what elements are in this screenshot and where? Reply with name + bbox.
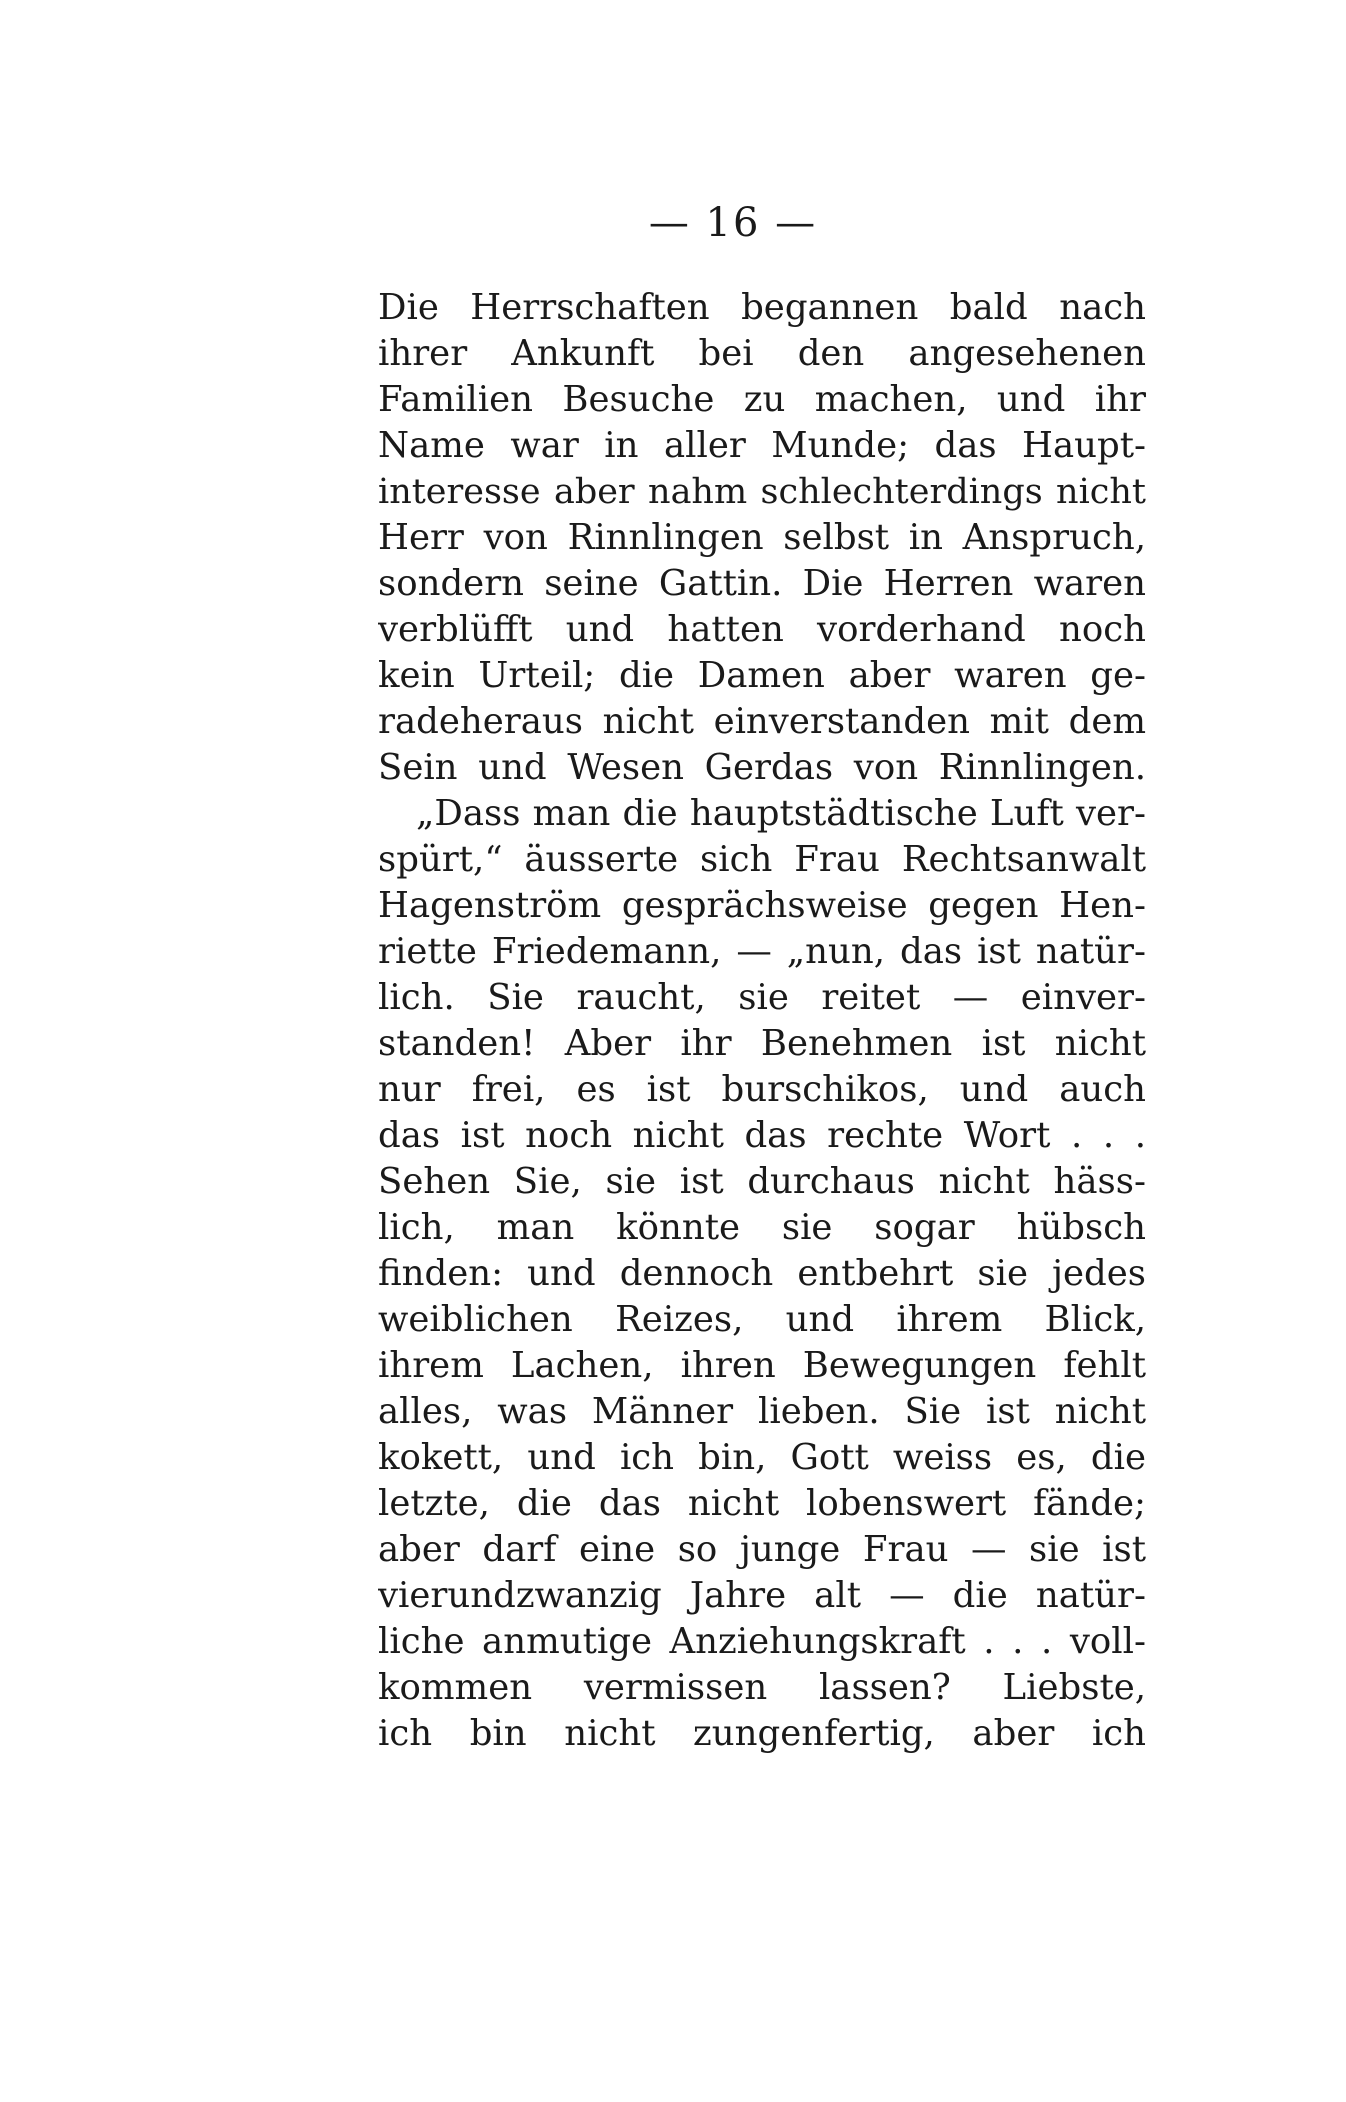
text-line: letzte, die das nicht lobenswert fände; — [378, 1483, 1146, 1524]
text-line: vierundzwanzig Jahre alt — die natür- — [378, 1575, 1146, 1616]
text-line: weiblichen Reizes, und ihrem Blick, — [378, 1299, 1146, 1340]
text-line: ihrer Ankunft bei den angesehenen — [378, 333, 1146, 374]
text-line: verblüfft und hatten vorderhand noch — [378, 609, 1146, 650]
text-line: Sein und Wesen Gerdas von Rinnlingen. — [378, 747, 1146, 788]
text-line: radeheraus nicht einverstanden mit dem — [378, 701, 1146, 742]
text-line: ihrem Lachen, ihren Bewegungen fehlt — [378, 1345, 1146, 1386]
text-line: Sehen Sie, sie ist durchaus nicht häss- — [378, 1161, 1146, 1202]
text-line: liche anmutige Anziehungskraft . . . voll- — [378, 1621, 1146, 1662]
text-line: lich, man könnte sie sogar hübsch — [378, 1207, 1146, 1248]
text-line: das ist noch nicht das rechte Wort . . . — [378, 1115, 1146, 1156]
text-line: Familien Besuche zu machen, und ihr — [378, 379, 1146, 420]
text-line: nur frei, es ist burschikos, und auch — [378, 1069, 1146, 1110]
text-line: standen! Aber ihr Benehmen ist nicht — [378, 1023, 1146, 1064]
text-line: kommen vermissen lassen? Liebste, — [378, 1667, 1146, 1708]
text-line: Die Herrschaften begannen bald nach — [378, 287, 1146, 328]
text-line: spürt,“ äusserte sich Frau Rechtsanwalt — [378, 839, 1146, 880]
text-line: Hagenström gesprächsweise gegen Hen- — [378, 885, 1146, 926]
text-line: sondern seine Gattin. Die Herren waren — [378, 563, 1146, 604]
text-line: ich bin nicht zungenfertig, aber ich — [378, 1713, 1146, 1754]
text-line: finden: und dennoch entbehrt sie jedes — [378, 1253, 1146, 1294]
text-line: „Dass man die hauptstädtische Luft ver- — [416, 793, 1146, 834]
text-line: lich. Sie raucht, sie reitet — einver- — [378, 977, 1146, 1018]
text-line: kokett, und ich bin, Gott weiss es, die — [378, 1437, 1146, 1478]
text-line: alles, was Männer lieben. Sie ist nicht — [378, 1391, 1146, 1432]
text-line: riette Friedemann, — „nun, das ist natür- — [378, 931, 1146, 972]
text-line: kein Urteil; die Damen aber waren ge- — [378, 655, 1146, 696]
body-text — [378, 285, 1146, 1757]
text-line: interesse aber nahm schlechterdings nicht — [378, 472, 1146, 512]
text-line: Herr von Rinnlingen selbst in Anspruch, — [378, 517, 1146, 558]
page-number: — 16 — — [648, 200, 818, 246]
text-line: Name war in aller Munde; das Haupt- — [378, 425, 1146, 466]
text-line: aber darf eine so junge Frau — sie ist — [378, 1529, 1146, 1570]
